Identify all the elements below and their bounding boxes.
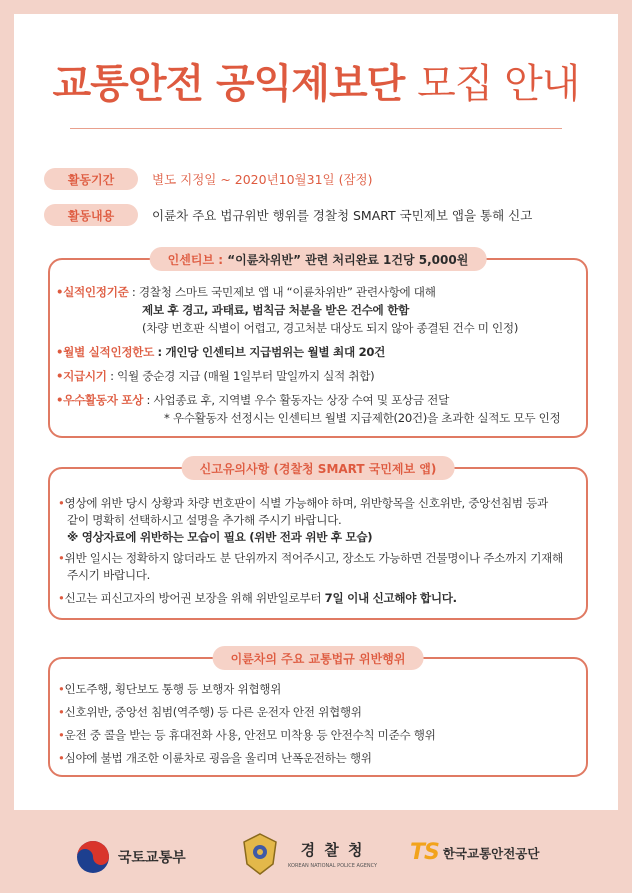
incentive-item-monthly [56, 344, 385, 360]
bullet-dot: • [58, 751, 65, 765]
police-name: 경 찰 청 [300, 841, 365, 859]
criteria-line3: (차량 번호판 식별이 어렵고, 경고처분 대상도 되지 않아 종결된 건수 미 인정) [142, 321, 519, 335]
taegeuk-icon [76, 840, 110, 874]
incentive-item-award [56, 392, 449, 408]
ts-mark-icon: TS [410, 840, 439, 865]
molit-logo [76, 840, 186, 874]
period-label: 활동기간 [44, 168, 138, 190]
incentive-item-criteria [56, 284, 436, 300]
caution-b3-prefix: 신고는 피신고자의 방어권 보장을 위해 위반일로부터 [64, 591, 322, 605]
molit-name: 국토교통부 [118, 850, 186, 866]
violation-text: 운전 중 콜을 받는 등 휴대전화 사용, 안전모 미착용 등 안전수칙 미준수 행위 [64, 728, 436, 742]
incentive-header [150, 247, 487, 271]
caution-bullet-3 [58, 590, 457, 606]
award-value: : 사업종료 후, 지역별 우수 활동자는 상장 수여 및 포상금 전달 [146, 393, 449, 407]
caution-b1-line3: ※ 영상자료에 위반하는 모습이 필요 (위반 전과 위반 후 모습) [67, 530, 373, 544]
police-name-en: KOREAN NATIONAL POLICE AGENCY [288, 863, 378, 869]
title-divider [70, 128, 562, 129]
bullet-dot: • [58, 705, 65, 719]
caution-b1-line2: 같이 명확히 선택하시고 설명을 추가해 주시기 바랍니다. [67, 513, 342, 527]
caution-bullet-1 [58, 495, 548, 511]
payment-value: : 익월 중순경 지급 (매월 1일부터 말일까지 실적 취합) [110, 369, 375, 383]
monthly-value: : 개인당 인센티브 지급범위는 월별 최대 20건 [157, 345, 386, 359]
caution-bullet-2 [58, 550, 563, 566]
caution-b3-bold: 7일 이내 신고해야 합니다. [324, 591, 457, 605]
police-emblem-icon [240, 832, 280, 876]
violation-item [58, 727, 436, 743]
caution-b2-line1: 위반 일시는 정확하지 않더라도 분 단위까지 적어주시고, 장소도 가능하면 건물명이나 주소까지 기재해 [64, 551, 563, 565]
caution-b1-line1: 영상에 위반 당시 상황과 차량 번호판이 식별 가능해야 하며, 위반항목을 신호위반, 중앙선침범 등과 [64, 496, 548, 510]
violation-text: 신호위반, 중앙선 침범(역주행) 등 다른 운전자 안전 위협행위 [64, 705, 362, 719]
violations-box [48, 651, 588, 777]
violations-header: 이륜차의 주요 교통법규 위반행위 [213, 646, 424, 670]
page-title [0, 52, 632, 109]
footer [0, 810, 632, 893]
bullet-dot: • [58, 682, 65, 696]
activity-label: 활동내용 [44, 204, 138, 226]
title-bold: 교통안전 공익제보단 [52, 61, 405, 107]
award-key: •우수활동자 포상 [56, 393, 144, 407]
criteria-line2: 제보 후 경고, 과태료, 범칙금 처분을 받은 건수에 한함 [142, 303, 409, 317]
monthly-key: •월별 실적인정한도 [56, 345, 155, 359]
payment-key: •지급시기 [56, 369, 107, 383]
incentive-box [48, 252, 588, 438]
incentive-head-key: 인센티브 : [167, 252, 224, 267]
kotsa-name: 한국교통안전공단 [442, 845, 540, 861]
bullet-dot: • [58, 551, 65, 565]
title-light: 모집 안내 [417, 61, 580, 107]
activity-row [44, 203, 532, 227]
bullet-dot: • [58, 728, 65, 742]
criteria-line1: : 경찰청 스마트 국민제보 앱 내 “이륜차위반” 관련사항에 대해 [131, 285, 436, 299]
period-row [44, 167, 373, 191]
bullet-dot: • [58, 496, 65, 510]
violation-item [58, 750, 372, 766]
violation-text: 심야에 불법 개조한 이륜차로 굉음을 울리며 난폭운전하는 행위 [64, 751, 372, 765]
caution-box [48, 461, 588, 620]
violation-item [58, 681, 281, 697]
violation-item [58, 704, 362, 720]
period-value: 별도 지정일 ~ 2020년10월31일 (잠정) [152, 172, 373, 187]
kotsa-logo [410, 840, 539, 865]
caution-header: 신고유의사항 (경찰청 SMART 국민제보 앱) [182, 456, 455, 480]
activity-value: 이륜차 주요 법규위반 행위를 경찰청 SMART 국민제보 앱을 통해 신고 [152, 208, 533, 223]
incentive-head-value: “이륜차위반” 관련 처리완료 1건당 5,000원 [227, 252, 469, 267]
award-note: * 우수활동자 선정시는 인센티브 월별 지급제한(20건)을 초과한 실적도 모두 인정 [164, 411, 561, 425]
violation-text: 인도주행, 횡단보도 통행 등 보행자 위협행위 [64, 682, 282, 696]
criteria-key: •실적인정기준 [56, 285, 129, 299]
bullet-dot: • [58, 591, 65, 605]
incentive-item-payment [56, 368, 374, 384]
police-logo [240, 832, 377, 876]
caution-b2-line2: 주시기 바랍니다. [67, 568, 151, 582]
